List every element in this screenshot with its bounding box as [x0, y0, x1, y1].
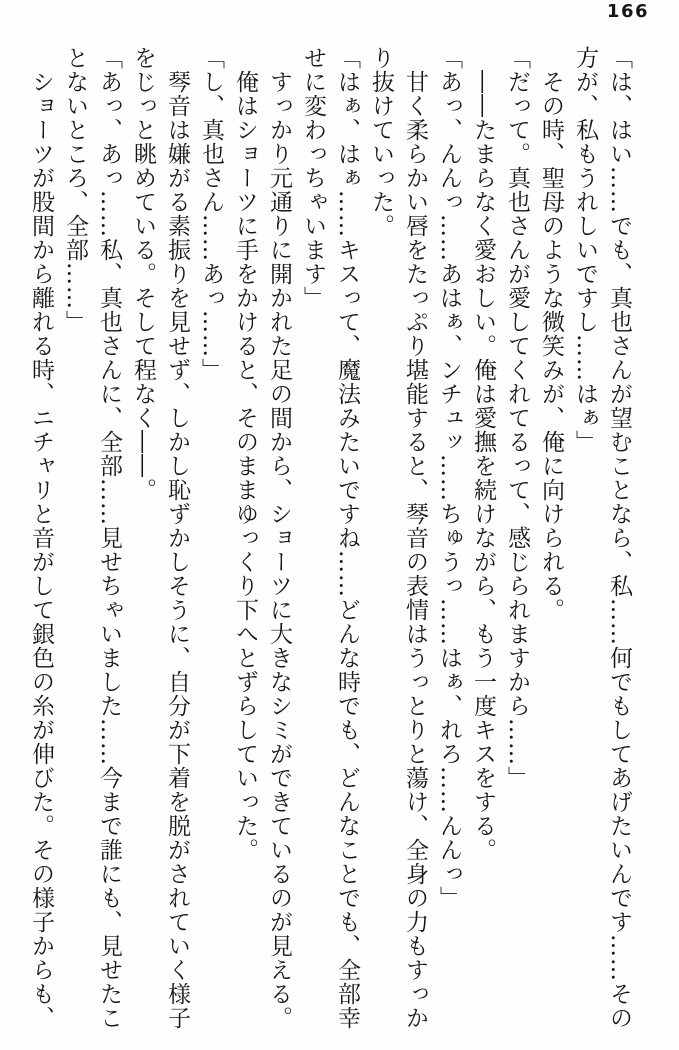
page-text — [24, 46, 636, 1043]
paragraph: 「だって。真也さんが愛してくれてるって、感じられますから……」 — [504, 46, 530, 790]
paragraph: 「し、真也さん……あっ……」 — [198, 46, 224, 382]
paragraph: 「あっ、んんっ……あはぁ、ンチュッ……ちゅうっ……はぁ、れろ……んんっ」 — [436, 46, 462, 910]
paragraph: 俺はショーツに手をかけると、そのままゆっくり下へとずらしていった。 — [232, 46, 258, 862]
paragraph: 甘く柔らかい唇をたっぷり堪能すると、琴音の表情はうっとりと蕩け、全身の力もすっかり抜けていった。 — [368, 46, 428, 1030]
paragraph: 琴音は嫌がる素振りを見せず、しかし恥ずかしそうに、自分が下着を脱がされていく様子をじっと眺めている。そして程なく――。 — [130, 46, 190, 1030]
paragraph: 「は、はい……でも、真也さんが望むことなら、私……何でもしてあげたいんです……その方が、私もうれしいですし……はぁ」 — [572, 46, 632, 1030]
paragraph: ――たまらなく愛おしい。俺は愛撫を続けながら、もう一度キスをする。 — [470, 46, 496, 862]
paragraph: すっかり元通りに開かれた足の間から、ショーツに大きなシミができているのが見える。 — [266, 46, 292, 1030]
paragraph: ショーツが股間から離れる時、ニチャリと音がして銀色の糸が伸びた。その様子からも、 — [28, 46, 54, 1030]
paragraph: その時、聖母のような微笑みが、俺に向けられる。 — [538, 46, 564, 622]
paragraph: 「あっ、あっ……私、真也さんに、全部……見せちゃいました……今まで誰にも、見せたことないところ、全部……」 — [62, 46, 122, 1030]
paragraph: 「はぁ、はぁ……キスって、魔法みたいですね……どんな時でも、どんなことでも、全部幸せに変わっちゃいます」 — [300, 46, 360, 1030]
page-number: 166 — [606, 1, 649, 22]
